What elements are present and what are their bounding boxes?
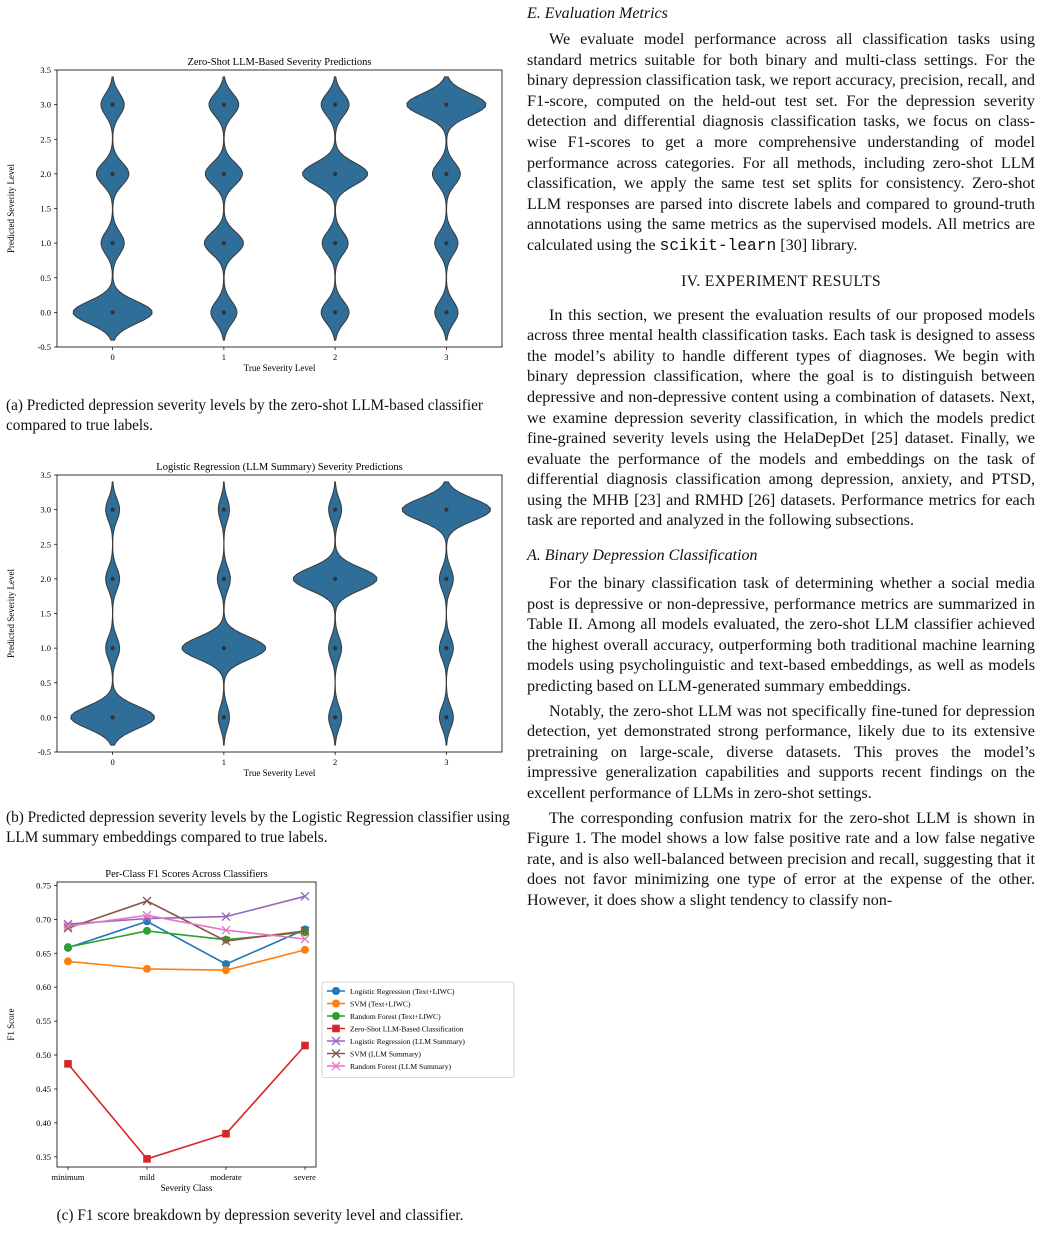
caption-b: (b) Predicted depression severity levels by the Logistic Regression classifier using LLM summary embeddings compared to true labels. <box>6 809 510 846</box>
legend-label: Logistic Regression (LLM Summary) <box>350 1037 465 1046</box>
y-tick-label: 2.0 <box>40 168 51 179</box>
legend-marker <box>332 1000 340 1008</box>
series-line-0 <box>68 921 305 964</box>
paragraph-binary-2: Notably, the zero-shot LLM was not specifically fine-tuned for depression detection, yet demonstrated strong performance, likely due to its extensive pretraining on large-scale, diverse datasets. This proves the model’s impressive generalization capabilities and supports recent findings on the excellent performance of LLMs in zero-shot settings. <box>527 701 1035 802</box>
violin-point <box>333 577 337 581</box>
legend-marker <box>332 1012 340 1020</box>
data-point <box>143 965 151 973</box>
inline-code: scikit-learn <box>659 236 777 255</box>
y-tick-label: 3.0 <box>40 504 51 515</box>
violin-point <box>111 715 115 719</box>
y-tick-label: 0.55 <box>36 1016 51 1027</box>
y-tick-label: 1.5 <box>40 608 51 619</box>
x-tick-label: 0 <box>110 352 115 362</box>
data-point <box>64 957 72 965</box>
data-point <box>143 927 151 935</box>
violin-point <box>111 310 115 314</box>
legend-label: Random Forest (LLM Summary) <box>350 1062 452 1071</box>
text-column <box>527 0 1035 911</box>
violin-point <box>222 646 226 650</box>
data-point <box>143 897 151 905</box>
section-iv-heading: IV. EXPERIMENT RESULTS <box>681 272 881 290</box>
series-line-1 <box>68 950 305 970</box>
data-point <box>143 1155 151 1163</box>
series-line-3 <box>68 1046 305 1159</box>
violin-body-2 <box>294 482 377 745</box>
chart-title: Logistic Regression (LLM Summary) Severity Predictions <box>156 462 403 473</box>
legend-marker <box>332 1025 340 1033</box>
y-tick-label: -0.5 <box>37 747 51 757</box>
violin-body-0 <box>71 482 154 745</box>
legend-marker <box>332 987 340 995</box>
x-tick-label: mild <box>139 1172 155 1182</box>
violin-body-2 <box>303 77 368 340</box>
x-tick-label: 3 <box>444 352 449 362</box>
x-axis-label: True Severity Level <box>243 768 316 778</box>
paragraph-binary-3: The corresponding confusion matrix for the zero-shot LLM is shown in Figure 1. The model shows a low false positive rate and a low false negative rate, and is also well-balanced between precision and recall, suggesting that it does not favor minimizing one type of error at the expense of the other. However, it does show a slight tendency to classify non- <box>527 808 1035 909</box>
y-tick-label: 2.0 <box>40 573 51 584</box>
paragraph-eval-metrics: We evaluate model performance across all classification tasks using standard metrics suitable for both binary and multi-class settings. For the binary depression classification task, we report accuracy, precision, recall, and F1-score, computed on the held-out test set. For the depression severity detection and differential diagnosis classification tasks, we focus on class-wise F1-scores to get a more comprehensive understanding of model performance across categories. For all methods, including zero-shot LLM classification, we apply the same test set splits for consistency. Zero-shot LLM responses are parsed into discrete labels and compared to ground-truth annotations using the same metrics as the supervised models. All metrics are calculated using the scikit-learn [30] library. <box>527 30 1035 255</box>
y-axis-label: Predicted Severity Level <box>6 569 16 658</box>
y-tick-label: 2.5 <box>40 134 51 145</box>
violin-point <box>111 646 115 650</box>
violin-point <box>333 508 337 512</box>
y-tick-label: 3.5 <box>40 470 51 480</box>
data-point <box>222 1130 230 1138</box>
y-tick-label: 0.45 <box>36 1083 51 1094</box>
y-tick-label: 0.75 <box>36 880 51 891</box>
x-tick-label: 1 <box>221 757 226 767</box>
violin-point <box>333 103 337 107</box>
data-point <box>64 943 72 951</box>
y-tick-label: 0.0 <box>40 712 51 723</box>
x-axis-label: Severity Class <box>160 1183 213 1193</box>
x-tick-label: 1 <box>221 352 226 362</box>
paragraph-binary-1: For the binary classification task of determining whether a social media post is depressive or non-depressive, performance metrics are summarized in Table II. Among all models evaluated, the zero-shot LLM classifier achieved the highest overall accuracy, outperforming both traditional machine learning models using psycholinguistic and text-based embeddings, as well as models predicting based on LLM-generated summary embeddings. <box>527 574 1035 696</box>
y-tick-label: 1.5 <box>40 203 51 214</box>
legend-label: SVM (LLM Summary) <box>350 1049 421 1059</box>
y-axis-label: F1 Score <box>6 1008 16 1041</box>
violin-point <box>222 508 226 512</box>
violin-body-3 <box>407 77 486 340</box>
y-tick-label: 0.50 <box>36 1050 51 1061</box>
x-axis-label: True Severity Level <box>243 363 316 373</box>
violin-point <box>222 172 226 176</box>
violin-point <box>222 241 226 245</box>
y-tick-label: 3.0 <box>40 99 51 110</box>
series-line-4 <box>68 896 305 924</box>
x-tick-label: 0 <box>110 757 115 767</box>
x-tick-label: minimum <box>51 1172 85 1182</box>
x-tick-label: 2 <box>333 757 338 767</box>
caption-a: (a) Predicted depression severity levels by the zero-shot LLM-based classifier compared to true labels. <box>6 397 484 434</box>
y-tick-label: 1.0 <box>40 238 51 249</box>
legend-label: Logistic Regression (Text+LIWC) <box>350 987 455 996</box>
y-tick-label: 1.0 <box>40 643 51 654</box>
violin-point <box>444 646 448 650</box>
y-tick-label: 0.5 <box>40 272 51 283</box>
violin-body-0 <box>73 77 152 340</box>
violin-point <box>333 172 337 176</box>
x-tick-label: 2 <box>333 352 338 362</box>
y-tick-label: 0.0 <box>40 307 51 318</box>
legend-label: SVM (Text+LIWC) <box>350 999 411 1009</box>
y-tick-label: 0.70 <box>36 914 51 925</box>
legend-label: Zero-Shot LLM-Based Classification <box>350 1024 464 1034</box>
violin-point <box>444 103 448 107</box>
x-tick-label: 3 <box>444 757 449 767</box>
violin-point <box>111 508 115 512</box>
y-tick-label: -0.5 <box>37 342 51 352</box>
violin-point <box>444 577 448 581</box>
data-point <box>222 966 230 974</box>
violin-chart-b <box>0 455 520 785</box>
violin-body-1 <box>182 482 265 745</box>
violin-point <box>333 715 337 719</box>
data-point <box>301 928 309 936</box>
y-tick-label: 3.5 <box>40 65 51 75</box>
violin-point <box>333 241 337 245</box>
violin-body-3 <box>402 482 490 745</box>
violin-chart-a <box>0 50 520 380</box>
paragraph-intro-results: In this section, we present the evaluation results of our proposed models across three mental health classification tasks. Each task is designed to assess the model’s ability to handle different types of diagnoses. We begin with binary depression classification, where the goal is to distinguish between depressive and non-depressive content using a combination of datasets. Next, we examine depression severity classification, in which the models predict fine-grained severity levels using the HelaDepDet [25] dataset. Finally, we evaluate the performance of the models and embeddings on the task of differential diagnosis classification among depression, anxiety, and PTSD, using the MHB [23] and RMHD [26] datasets. Performance metrics for each task are reported and analyzed in the following subsections. <box>527 305 1035 530</box>
violin-point <box>333 646 337 650</box>
figure-column <box>0 0 520 1242</box>
violin-point <box>222 715 226 719</box>
x-tick-label: moderate <box>210 1172 242 1182</box>
x-tick-label: severe <box>294 1172 316 1182</box>
violin-point <box>333 310 337 314</box>
y-tick-label: 0.5 <box>40 677 51 688</box>
section-a-heading: A. Binary Depression Classification <box>527 547 758 565</box>
caption-c: (c) F1 score breakdown by depression severity level and classifier. <box>56 1207 464 1224</box>
section-e-heading: E. Evaluation Metrics <box>527 5 668 22</box>
violin-point <box>222 103 226 107</box>
violin-body-1 <box>204 77 243 340</box>
data-point <box>64 1060 72 1068</box>
data-point <box>301 1042 309 1050</box>
violin-point <box>111 172 115 176</box>
violin-point <box>111 103 115 107</box>
y-axis-label: Predicted Severity Level <box>6 164 16 253</box>
violin-point <box>444 172 448 176</box>
violin-point <box>444 508 448 512</box>
y-tick-label: 0.65 <box>36 948 51 959</box>
violin-point <box>444 310 448 314</box>
legend-label: Random Forest (Text+LIWC) <box>350 1012 441 1021</box>
violin-point <box>111 577 115 581</box>
y-tick-label: 0.40 <box>36 1117 51 1128</box>
data-point <box>301 946 309 954</box>
violin-point <box>444 715 448 719</box>
plot-frame <box>57 882 316 1167</box>
violin-point <box>111 241 115 245</box>
y-tick-label: 0.60 <box>36 982 51 993</box>
violin-point <box>444 241 448 245</box>
y-tick-label: 0.35 <box>36 1151 51 1162</box>
chart-title: Zero-Shot LLM-Based Severity Predictions <box>187 57 372 68</box>
chart-title: Per-Class F1 Scores Across Classifiers <box>105 869 268 880</box>
violin-point <box>222 310 226 314</box>
violin-point <box>222 577 226 581</box>
line-chart-c <box>0 862 520 1194</box>
y-tick-label: 2.5 <box>40 539 51 550</box>
